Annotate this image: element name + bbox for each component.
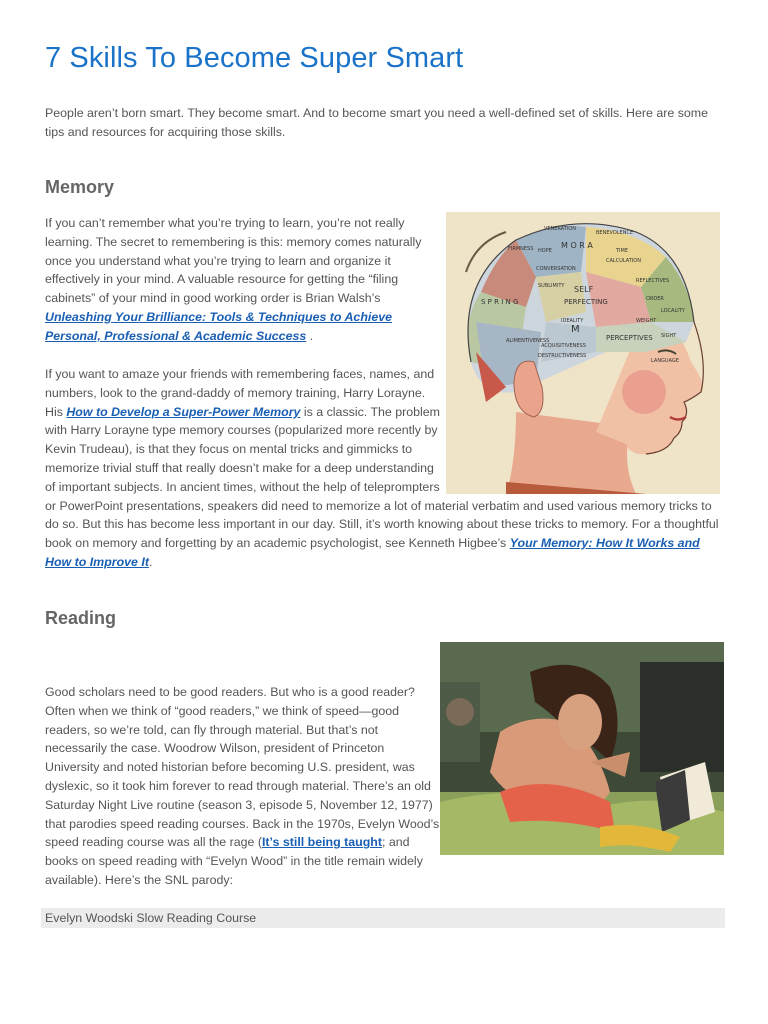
svg-text:HOPE: HOPE [538, 248, 552, 254]
svg-text:REFLECTIVES: REFLECTIVES [636, 278, 670, 284]
memory-paragraph-2-text-b: is a classic. The problem with Harry Lorayne type memory courses (popularized more recently by Kevin Trudeau), is that they focus on mental tricks and gimmicks to memorize trivial stuff that really doesn’t make for a deep understanding of important subjects. In ancient times, without the help of teleprompters or PowerPoint presentations, speakers did need to memorize a lot of material verbatim and used various memory tricks to do so. But this has become less important in our day. Still, it’s worth knowing about these tricks to memory. For a thoughtful book on memory and forgetting by an academic psychologist, see Kenneth Higbee’s [45, 404, 719, 551]
svg-text:ORDER: ORDER [646, 296, 664, 302]
svg-text:ACQUISITIVENESS: ACQUISITIVENESS [541, 343, 586, 349]
svg-text:VENERATION: VENERATION [544, 226, 576, 232]
svg-text:TIME: TIME [616, 248, 629, 254]
page-title: 7 Skills To Become Super Smart [45, 42, 464, 74]
memory-paragraph-1-text: If you can’t remember what you’re trying to learn, you’re not really learning. The secret to remembering is this: memory comes naturally once you understand what you’re trying to learn and organize it effectively in your mind. A valuable resource for getting the “filing cabinets” of your mind in good working order is Brian Walsh’s [45, 216, 422, 306]
reading-paragraph-text-b: ; and books on speed reading with “Evelyn Wood” in the title remain widely available). Here’s the SNL parody: [45, 835, 423, 887]
memory-paragraph-2 [45, 365, 725, 572]
section-heading-reading: Reading [45, 608, 117, 628]
svg-text:M: M [571, 324, 580, 335]
svg-text:SELF: SELF [574, 285, 594, 294]
image-float-spacer [440, 365, 725, 495]
svg-text:LOCALITY: LOCALITY [661, 308, 685, 314]
svg-text:LANGUAGE: LANGUAGE [651, 358, 679, 364]
reading-paragraph-text-a: Good scholars need to be good readers. But who is a good reader? Often when we think of “good readers,” we think of speed—good readers, so we’re told, can fly through material. But that’s not necessarily the case. Woodrow Wilson, president of Princeton University and noted historian before becoming U.S. president, was dyslexic, so it took him forever to read through material. There’s an old Saturday Night Live routine (season 3, episode 5, November 12, 1977) that parodies speed reading courses. Back in the 1970s, Evelyn Wood’s speed reading course was all the rage ( [45, 685, 440, 850]
memory-paragraph-1 [45, 214, 440, 346]
svg-text:CONVERSATION: CONVERSATION [536, 266, 576, 272]
svg-text:DESTRUCTIVENESS: DESTRUCTIVENESS [538, 353, 587, 359]
link-still-being-taught[interactable]: It’s still being taught [261, 835, 382, 850]
video-caption: Evelyn Woodski Slow Reading Course [45, 911, 257, 925]
woman-reading-illustration [440, 642, 724, 855]
link-your-memory[interactable]: Your Memory: How It Works and How to Improve It [45, 536, 700, 569]
section-heading-memory: Memory [45, 177, 115, 197]
svg-text:PERFECTING: PERFECTING [564, 298, 608, 306]
svg-text:S P R I N G: S P R I N G [481, 298, 519, 306]
video-embed-bar[interactable] [41, 908, 725, 928]
svg-text:BENEVOLENCE: BENEVOLENCE [596, 230, 634, 236]
link-unleashing-your-brilliance[interactable]: Unleashing Your Brilliance: Tools & Techniques to Achieve Personal, Professional & Academic Success [45, 309, 393, 343]
reading-paragraph [45, 683, 440, 890]
memory-paragraph-1-end: . [306, 328, 314, 343]
svg-text:ALIMENTIVENESS: ALIMENTIVENESS [506, 338, 550, 344]
memory-paragraph-2-end: . [148, 554, 153, 569]
svg-text:SIGHT: SIGHT [661, 333, 677, 339]
svg-text:SUBLIMITY: SUBLIMITY [538, 283, 565, 289]
svg-text:CALCULATION: CALCULATION [606, 258, 641, 264]
svg-text:IDEALITY: IDEALITY [561, 318, 584, 324]
svg-text:FIRMNESS: FIRMNESS [508, 246, 534, 252]
intro-paragraph: People aren’t born smart. They become smart. And to become smart you need a well-defined set of skills. Here are some tips and resources for acquiring those skills. [45, 106, 708, 139]
svg-text:PERCEPTIVES: PERCEPTIVES [606, 334, 653, 342]
svg-text:M O R A: M O R A [561, 241, 593, 250]
memory-paragraph-2-text-a: If you want to amaze your friends with remembering faces, names, and numbers, look to the grand-daddy of memory training, Harry Lorayne. His [45, 367, 435, 419]
svg-text:WEIGHT: WEIGHT [636, 318, 657, 324]
link-super-power-memory[interactable]: How to Develop a Super-Power Memory [66, 404, 301, 419]
woman-reading-photo [440, 642, 724, 855]
